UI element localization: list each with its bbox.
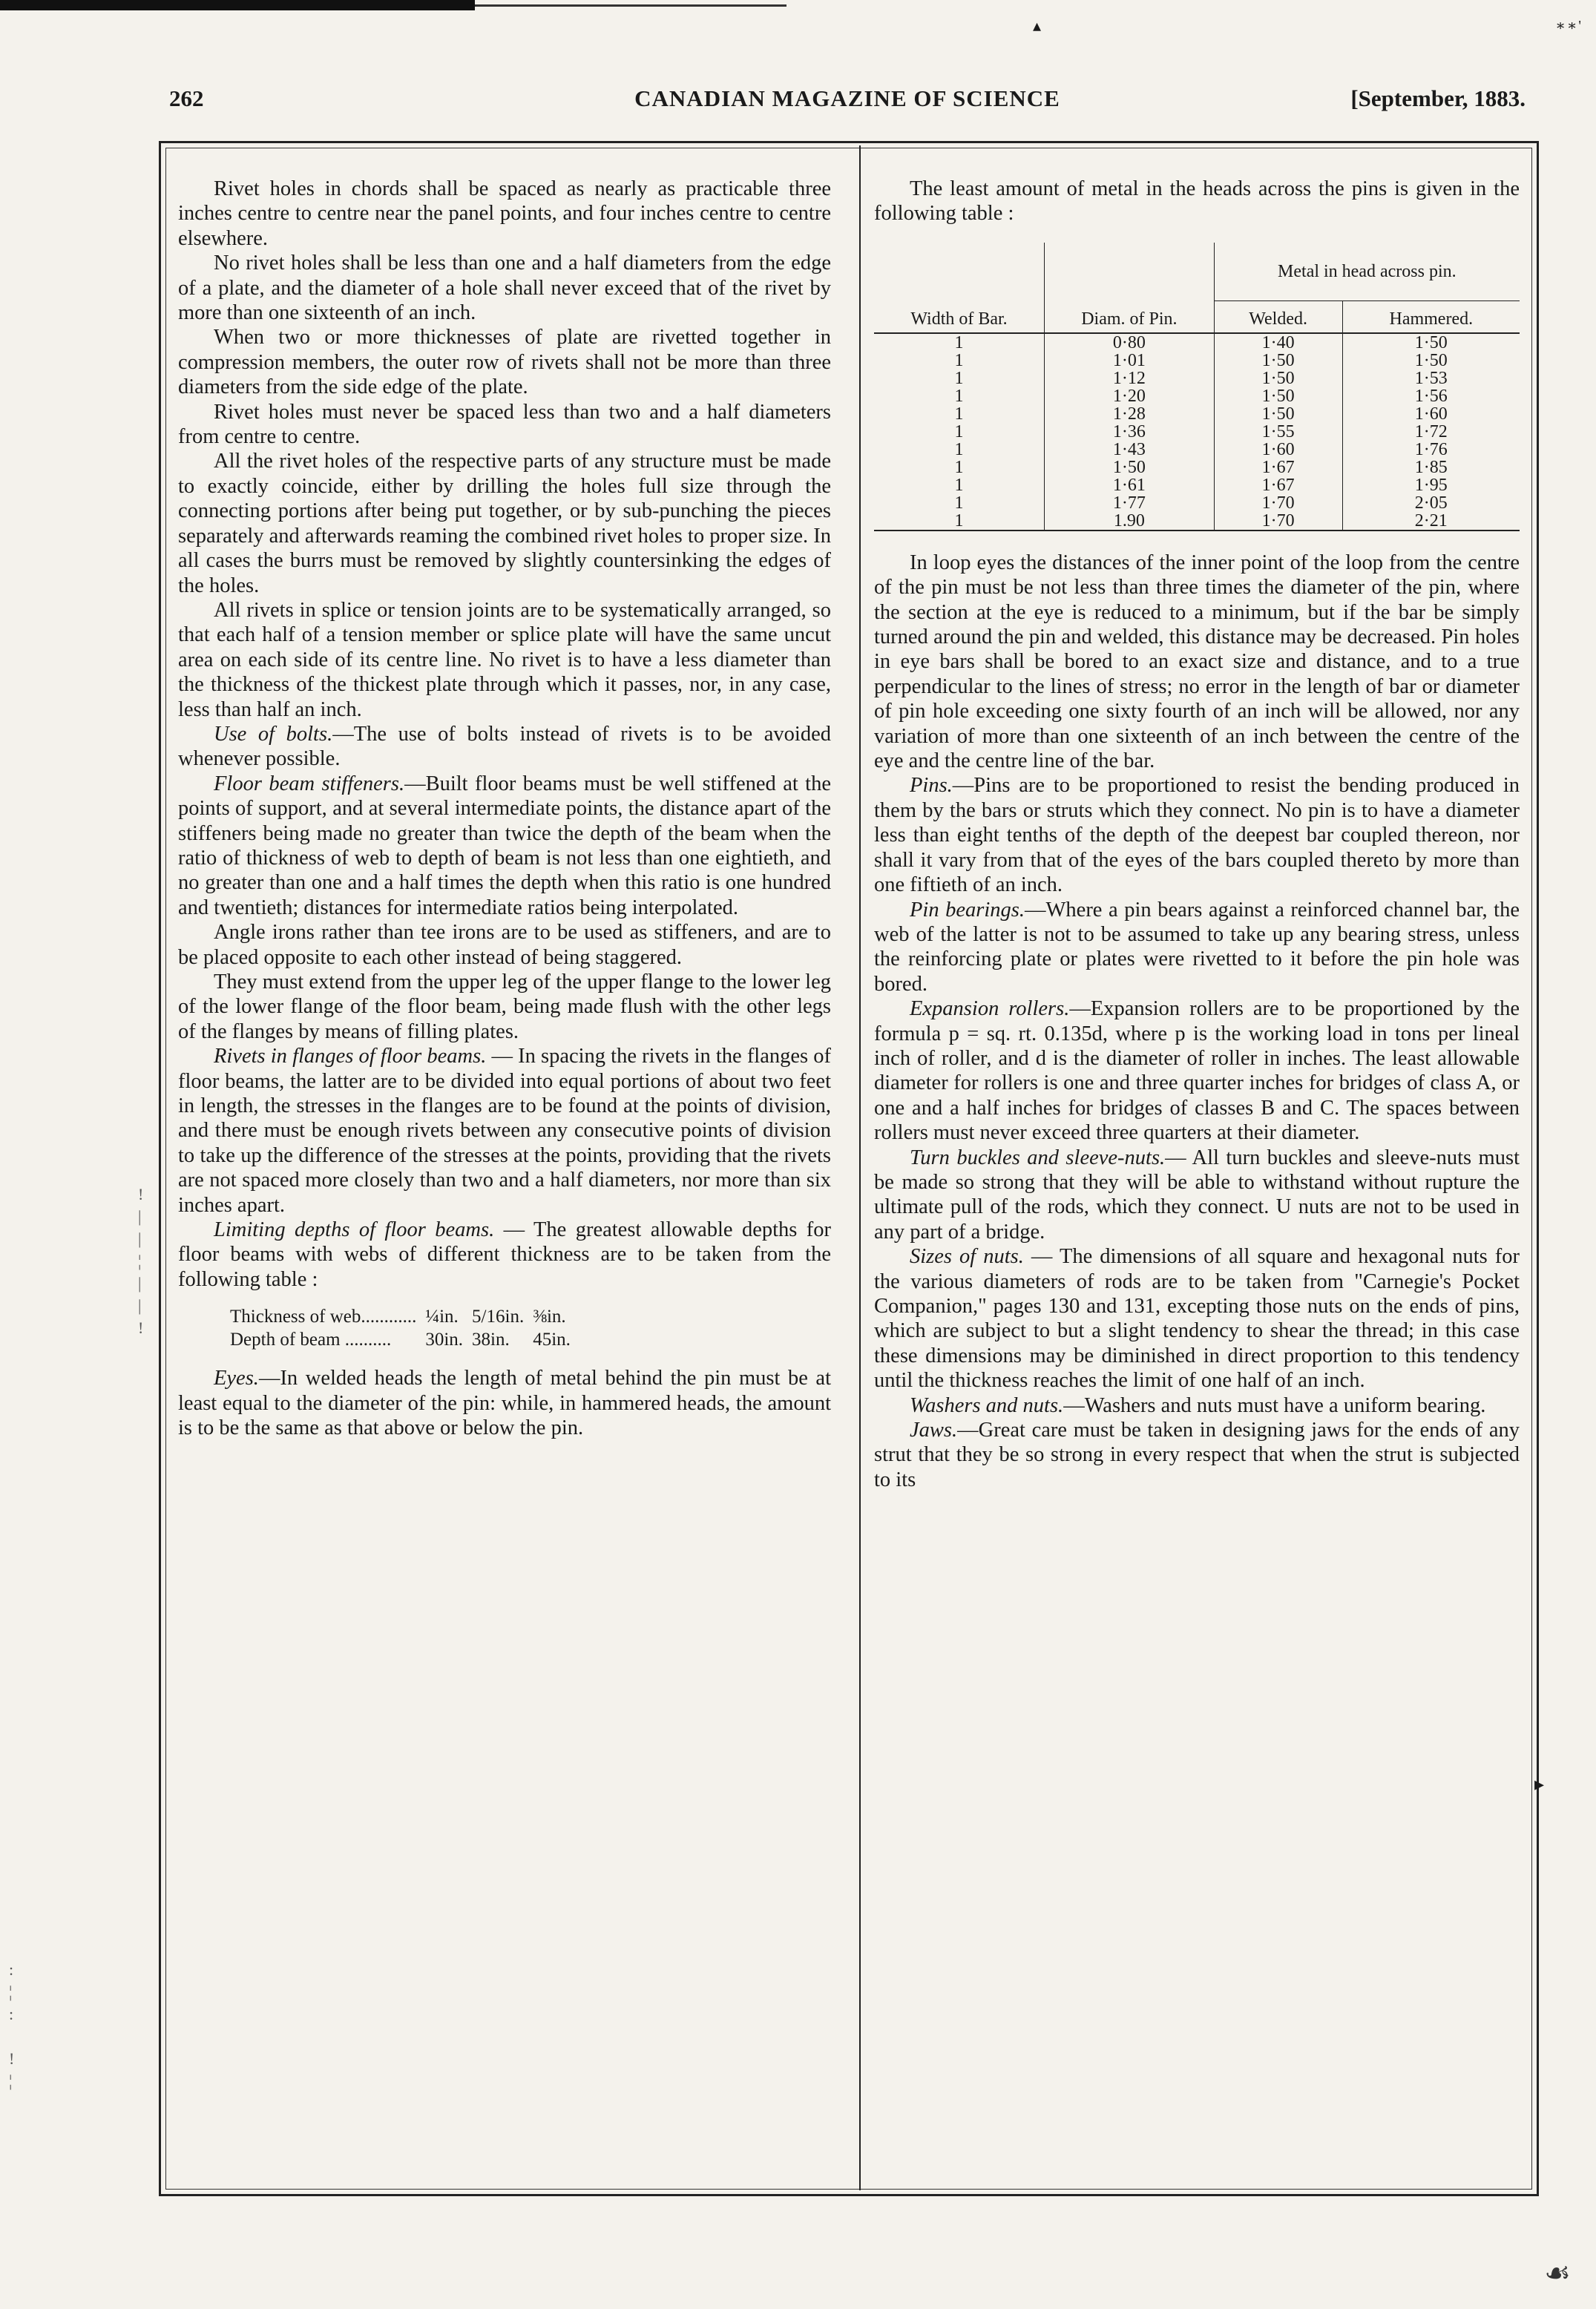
table-cell: 1 [954, 368, 964, 388]
table-cell: 1 [954, 475, 964, 495]
paragraph-washers: Washers and nuts.—Washers and nuts must have a uniform bearing. [910, 1393, 1486, 1417]
table-cell: 1 [954, 386, 964, 406]
table-row [874, 387, 1520, 405]
heading-floor-beam-stiffeners: Floor beam stiffeners. [214, 772, 405, 795]
table-cell: ¼in. [425, 1307, 459, 1327]
scan-corner-smudge: ☙ [1544, 2256, 1571, 2290]
heading-pin-bearings: Pin bearings. [910, 898, 1025, 922]
table-cell: 45in. [533, 1330, 571, 1350]
heading-washers: Washers and nuts. [910, 1393, 1064, 1417]
web-thickness-table [230, 1305, 579, 1351]
table-cell: 1·60 [1342, 405, 1520, 423]
table-cell: 1·28 [1045, 405, 1215, 423]
paragraph-turn-buckles: Turn buckles and sleeve-nuts.— All turn buckles and sleeve-nuts must be made so strong that they will be able to withstand without rupture the ultimate pull of the rods, which they connect. U nuts are not to be used in any part of a bridge. [874, 1146, 1520, 1244]
table-cell: 1·67 [1214, 459, 1342, 476]
heading-jaws: Jaws. [910, 1419, 958, 1442]
table-row [874, 369, 1520, 387]
table-cell: 1·50 [1214, 405, 1342, 423]
paragraph-sizes-of-nuts: Sizes of nuts. — The dimensions of all square and hexagonal nuts for the various diameters of rods are to be taken from "Carnegie's Pocket Companion," pages 130 and 131, excepting those nuts on the ends of pins, which are subject to but a slight tendency to shear the thread; in this case these dimensions may be diminished in direct proportion to this tendency until the thickness reaches the limit of one half of an inch. [874, 1245, 1520, 1393]
paragraph-loop-eyes: In loop eyes the distances of the inner point of the loop from the centre of the pin must be not less than three times the diameter of the pin, where the section at the eye is reduced to a minimum, but if the bar be simply turned around the pin and welded, this distance may be decreased. Pin holes in eye bars shall be bored to an exact size and distance, and to a true perpendicular to the lines of stress; no error in the length of bar or diameter of pin hole exceeding one sixty fourth of an inch will be allowed, nor any variation of more than one sixteenth of an inch between the centre of the eye and the centre line of the bar. [874, 551, 1520, 773]
paragraph-flange-extension: They must extend from the upper leg of the upper flange to the lower leg of the lower flange of the floor beam, being made flush with the other legs of the flanges by means of filling plates. [178, 970, 831, 1043]
table-row [874, 512, 1520, 530]
page-number: 262 [169, 85, 204, 111]
table-cell: 1·50 [1214, 387, 1342, 405]
heading-expansion-rollers: Expansion rollers. [910, 997, 1070, 1021]
paragraph-rivet-spacing: Rivet holes in chords shall be spaced as nearly as practicable three inches centre to centre near the panel points, and four inches centre to centre elsewhere. [178, 177, 831, 250]
table-cell: 1 [954, 457, 964, 477]
table-cell: 1·67 [1214, 476, 1342, 494]
table-cell: 1·60 [1214, 441, 1342, 459]
table-cell: 1·40 [1214, 334, 1342, 352]
table-row [230, 1305, 579, 1328]
table-cell: 38in. [472, 1330, 510, 1350]
running-head [169, 85, 1526, 122]
table-cell: 1·20 [1045, 387, 1215, 405]
column-rule [859, 145, 861, 2190]
table-cell: 1·70 [1214, 512, 1342, 530]
table-cell: 1·50 [1045, 459, 1215, 476]
paragraph-table-intro: The least amount of metal in the heads across the pins is given in the following table : [874, 177, 1520, 226]
paragraph-expansion-rollers: Expansion rollers.—Expansion rollers are to be proportioned by the formula p = sq. rt. 0.135d, where p is the working load in tons per lineal inch of roller, and d is the diameter of roller in inches. The least allowable diameter for rollers is one and three quarter inches for bridges of class A, or one and a half inches for bridges of classes B and C. The spaces between rollers must never exceed three quarters at their diameter. [874, 997, 1520, 1145]
scan-corner-mark: ∗∗' [1555, 18, 1583, 34]
table-cell: 1·50 [1214, 352, 1342, 369]
table-row [874, 494, 1520, 512]
paragraph-pin-bearings: Pin bearings.—Where a pin bears against a reinforced channel bar, the web of the latter is not to be assumed to take up any bearing stress, unless the reinforcing plate or plates were rivetted to it before the pin hole was bored. [874, 898, 1520, 996]
paragraph-rivets-in-flanges: Rivets in flanges of floor beams. — In spacing the rivets in the flanges of floor beams, the latter are to be divided into equal portions of about two feet in length, the stresses in the flanges are to be found at the points of division, and there must be enough rivets between any consecutive points of division to take up the difference of the stresses at the points, providing that the rivets are not spaced more closely than two and a half diameters, nor more than six inches apart. [178, 1045, 831, 1217]
table-cell: 5/16in. [472, 1307, 525, 1327]
table-cell: 1·95 [1342, 476, 1520, 494]
heading-sizes-of-nuts: Sizes of nuts. [910, 1245, 1024, 1269]
table-cell: 2·05 [1342, 494, 1520, 512]
table-cell: 1·72 [1342, 423, 1520, 441]
table-cell: 1·85 [1342, 459, 1520, 476]
paragraph-eyes: Eyes.—In welded heads the length of metal behind the pin must be at least equal to the diameter of the pin: while, in hammered heads, the amount is to be the same as that above or below the pin. [178, 1367, 831, 1440]
table-row [874, 352, 1520, 369]
heading-rivets-in-flanges: Rivets in flanges of floor beams. [214, 1045, 487, 1068]
table-cell: 1·50 [1342, 352, 1520, 369]
table-row [874, 459, 1520, 476]
table-cell: 1·53 [1342, 369, 1520, 387]
table-cell: 1·36 [1045, 423, 1215, 441]
depth-label: Depth of beam .......... [230, 1330, 392, 1350]
table-cell: 1·56 [1342, 387, 1520, 405]
paragraph-limiting-depths: Limiting depths of floor beams. — The greatest allowable depths for floor beams with webs of different thickness are to be taken from the following table : [178, 1218, 831, 1291]
column-header-hammered: Hammered. [1342, 300, 1520, 333]
table-cell: 1·76 [1342, 441, 1520, 459]
table-cell: 1·61 [1045, 476, 1215, 494]
scan-top-rule [475, 4, 786, 7]
table-row [874, 405, 1520, 423]
table-cell: 30in. [425, 1330, 464, 1350]
paragraph-jaws: Jaws.—Great care must be taken in designing jaws for the ends of any strut that they be so strong in every respect that when the strut is subjected to its [874, 1419, 1520, 1491]
table-row [230, 1328, 579, 1351]
table-cell: 1·55 [1214, 423, 1342, 441]
heading-eyes: Eyes. [214, 1367, 259, 1390]
paragraph-rivet-edge: No rivet holes shall be less than one and a half diameters from the edge of a plate, and the diameter of a hole shall never exceed that of the rivet by more than one sixteenth of an inch. [178, 252, 831, 325]
heading-turn-buckles: Turn buckles and sleeve-nuts. [910, 1146, 1166, 1169]
column-header-welded: Welded. [1214, 300, 1342, 333]
journal-title: CANADIAN MAGAZINE OF SCIENCE [634, 85, 1060, 111]
table-cell: 1·50 [1214, 369, 1342, 387]
table-cell: 1·70 [1214, 494, 1342, 512]
table-cell: 1·12 [1045, 369, 1215, 387]
table-cell: 1 [954, 350, 964, 370]
paragraph-rivet-coincide: All the rivet holes of the respective parts of any structure must be made to exactly coincide, either by drilling the holes full size through the connecting portions after being put together, or by sub-punching the pieces separately and afterwards reaming the combined rivet holes to proper size. In all cases the burrs must be removed by slightly countersinking the edges of the holes. [178, 450, 831, 597]
paragraph-floor-beam-stiffeners: Floor beam stiffeners.—Built floor beams must be well stiffened at the points of support, and at several intermediate points, the distance apart of the stiffeners being made no greater than twice the depth of the beam when the ratio of thickness of web to depth of beam is not less than one eightieth, and no greater than one and a half times the depth when this ratio is one hundred and twentieth; distances for intermediate ratios being interpolated. [178, 772, 831, 919]
table-cell: 0·80 [1045, 334, 1215, 352]
paragraph-angle-irons: Angle irons rather than tee irons are to be used as stiffeners, and are to be placed opposite to each other instead of being staggered. [178, 921, 831, 969]
margin-marks-lower: : ¦ : ! ¦ [9, 1960, 15, 2090]
table-cell: 1·43 [1045, 441, 1215, 459]
table-cell: 1·01 [1045, 352, 1215, 369]
thickness-label: Thickness of web............ [230, 1307, 417, 1327]
table-row [874, 476, 1520, 494]
margin-marks: ! | | ¦ | | ! [138, 1185, 144, 1337]
table-cell: 1 [954, 404, 964, 424]
table-cell: 1.90 [1045, 512, 1215, 530]
paragraph-splice-joints: All rivets in splice or tension joints are to be systematically arranged, so that each half of a tension member or splice plate will have the same uncut area on each side of its centre line. No rivet is to have a less diameter than the thickness of the thickest plate through which it passes, nor, in any case, less than half an inch. [178, 598, 831, 721]
heading-pins: Pins. [910, 774, 953, 798]
paragraph-pins: Pins.—Pins are to be proportioned to resist the bending produced in them by the bars or struts which they connect. No pin is to have a diameter less than eight tenths of the depth of the deepest bar coupled thereon, nor shall it vary from that of the eyes of the bars coupled thereto by more than one fiftieth of an inch. [874, 774, 1520, 897]
table-cell: 1 [954, 493, 964, 513]
left-column [178, 177, 831, 1441]
group-header-metal: Metal in head across pin. [1214, 243, 1520, 301]
table-cell: ⅜in. [533, 1307, 566, 1327]
table-row [874, 441, 1520, 459]
margin-arrow: ▸ [1534, 1773, 1545, 1795]
pin-metal-table [874, 243, 1520, 531]
scan-speck: ▴ [1033, 16, 1042, 35]
table-row [874, 334, 1520, 352]
paragraph-rivet-min-spacing: Rivet holes must never be spaced less than two and a half diameters from centre to centre. [178, 400, 831, 449]
table-cell: 2·21 [1342, 512, 1520, 530]
scan-top-bar [0, 0, 475, 10]
table-cell: 1·77 [1045, 494, 1215, 512]
heading-use-of-bolts: Use of bolts. [214, 722, 333, 746]
right-column [874, 177, 1520, 1492]
heading-limiting-depths: Limiting depths of floor beams. [214, 1218, 495, 1242]
table-cell: 1 [954, 510, 964, 531]
table-cell: 1 [954, 439, 964, 459]
column-header-width: Width of Bar. [910, 309, 1008, 329]
table-cell: 1 [954, 421, 964, 441]
issue-date: [September, 1883. [1350, 85, 1526, 111]
column-header-diam: Diam. of Pin. [1045, 243, 1215, 333]
table-row [874, 423, 1520, 441]
paragraph-use-of-bolts: Use of bolts.—The use of bolts instead of rivets is to be avoided whenever possible. [178, 722, 831, 771]
paragraph-plate-thickness: When two or more thicknesses of plate are rivetted together in compression members, the outer row of rivets shall not be more than three diameters from the side edge of the plate. [178, 326, 831, 399]
table-cell: 1 [954, 332, 964, 352]
table-cell: 1·50 [1342, 334, 1520, 352]
pin-table-body [874, 334, 1520, 530]
